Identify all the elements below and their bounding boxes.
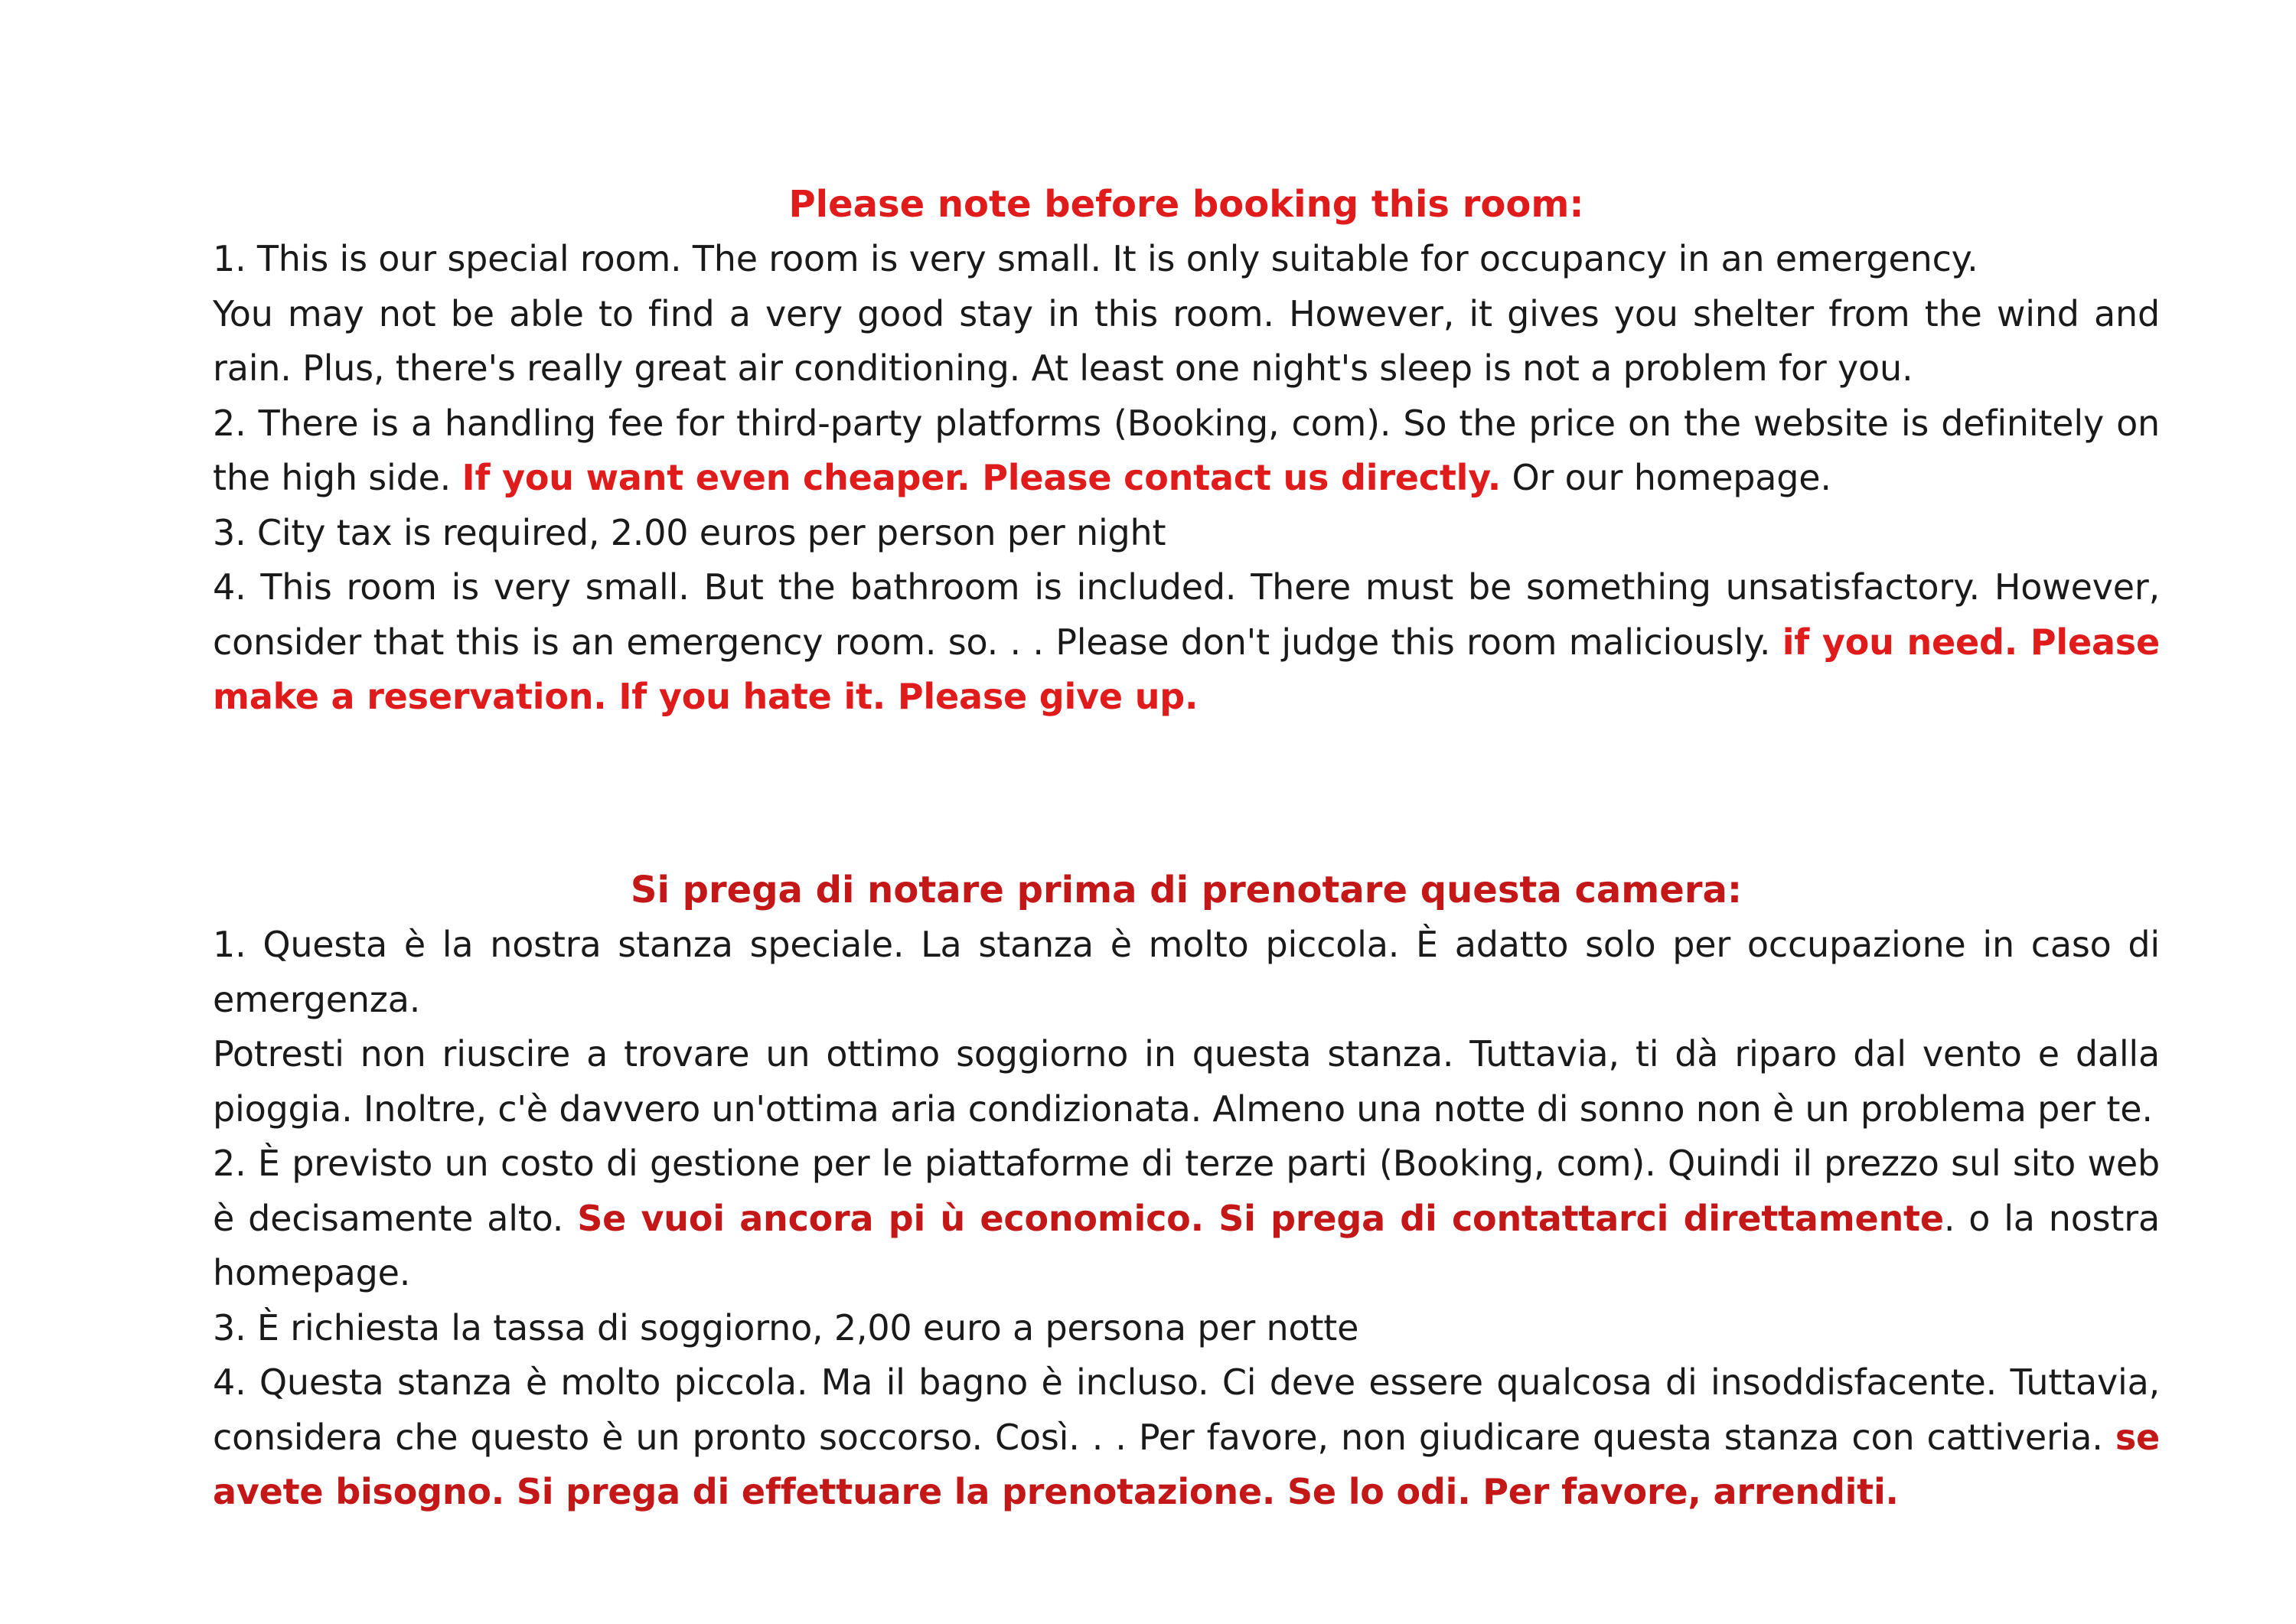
english-point-4-highlight: if you need. Please make a reservation. If you hate it. Please give up. (213, 621, 2160, 717)
english-point-4 (213, 560, 2160, 725)
english-point-2-highlight: If you want even cheaper. Please contact us directly. (461, 457, 1502, 498)
english-point-2 (213, 396, 2160, 506)
english-point-2-text: 2. There is a handling fee for third-party platforms (Booking, com). So the price on the website is definitely on the high side. (213, 402, 2160, 498)
english-point-3: 3. City tax is required, 2.00 euros per person per night (213, 511, 1166, 553)
english-heading: Please note before booking this room: (788, 183, 1584, 226)
italian-point-1: 1. Questa è la nostra stanza speciale. La stanza è molto piccola. È adatto solo per occupazione in caso di emergenza. (213, 924, 2160, 1020)
english-point-1: 1. This is our special room. The room is very small. It is only suitable for occupancy in an emergency. (213, 238, 1978, 279)
english-point-4-text: 4. This room is very small. But the bathroom is included. There must be something unsatisfactory. However, consider that this is an emergency room. so. . . Please don't judge this room maliciously. (213, 566, 2160, 663)
english-point-1-detail: You may not be able to find a very good stay in this room. However, it gives you shelter from the wind and rain. Plus, there's really great air conditioning. At least one night's sleep is not a problem for you. (213, 292, 2160, 389)
italian-point-2-highlight: Se vuoi ancora pi ù economico. Si prega di contattarci direttamente (577, 1197, 1944, 1239)
italian-notice (213, 863, 2160, 1520)
italian-point-4 (213, 1355, 2160, 1520)
italian-heading: Si prega di notare prima di prenotare questa camera: (630, 869, 1743, 911)
italian-point-3: 3. È richiesta la tassa di soggiorno, 2,00 euro a persona per notte (213, 1306, 1359, 1348)
italian-point-2-tail: . o la nostra homepage. (213, 1197, 2160, 1293)
italian-point-4-text: 4. Questa stanza è molto piccola. Ma il bagno è incluso. Ci deve essere qualcosa di insoddisfacente. Tuttavia, considera che questo è un pronto soccorso. Così. . . Per favore, non giudicare questa stanza con cattiveria. (213, 1361, 2160, 1458)
italian-point-2-text: 2. È previsto un costo di gestione per le piattaforme di terze parti (Booking, com). Quindi il prezzo sul sito web è decisamente alto. (213, 1143, 2160, 1239)
english-point-2-tail: Or our homepage. (1512, 457, 1831, 498)
italian-point-1-detail: Potresti non riuscire a trovare un ottimo soggiorno in questa stanza. Tuttavia, ti dà riparo dal vento e dalla pioggia. Inoltre, c'è davvero un'ottima aria condizionata. Almeno una notte di sonno non è un problema per te. (213, 1033, 2160, 1130)
english-notice (213, 178, 2160, 725)
italian-point-4-highlight: se avete bisogno. Si prega di effettuare la prenotazione. Se lo odi. Per favore, arrenditi. (213, 1416, 2160, 1512)
italian-point-2 (213, 1136, 2160, 1301)
